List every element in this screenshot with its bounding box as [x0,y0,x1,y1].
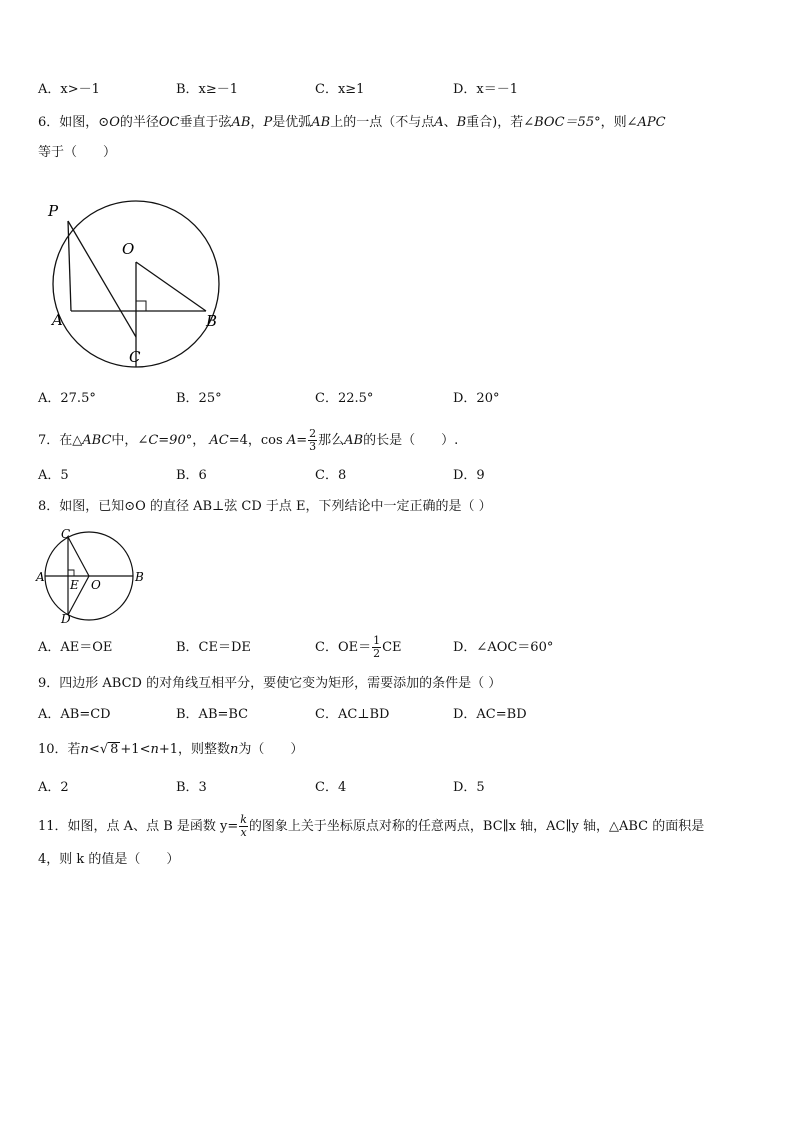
q7-angle-c: ∠C=90° [137,433,193,448]
q6-chord-ab: AB [231,115,251,130]
q6-right-angle-mark [136,301,146,311]
q6-label-a: A [52,311,63,329]
q9-option-c: C．AC⊥BD [315,707,390,722]
q11-text: 的图象上关于坐标原点对称的任意两点，BC∥x 轴，AC∥y 轴，△ABC 的面积是 [248,819,705,834]
q10-var-n: n [230,742,239,757]
q6-label-o: O [122,240,135,258]
q11-fraction-numerator: k [240,813,247,826]
q11-stem-line2: 4，则 k 的值是（ ） [38,852,180,867]
q6-point-b: B [456,115,467,130]
q6-angle-boc: ∠BOC＝55° [523,115,601,130]
q10-text: 10．若 [38,742,81,757]
q8-label-b: B [135,570,144,584]
q7-equals: = [296,433,308,448]
q7-text: 那么 [318,433,345,448]
q10-var-n: n [80,742,89,757]
q6-angle-apc: ∠APC [626,115,666,130]
q6-option-b: B．25° [176,391,222,406]
q10-less-than: < [88,742,100,757]
q7-cos: cos [260,433,283,448]
q8-option-c-denominator: 2 [373,647,381,660]
q6-text: 上的一点（不与点 [330,115,435,130]
q10-option-c: C．4 [315,780,347,795]
q6-text: 是优弧 [272,115,312,130]
q8-option-c-fraction [372,635,381,660]
q6-option-a: A．27.5° [38,391,96,406]
q11-fraction-denominator: x [240,826,247,839]
q6-stem-line2: 等于（ ） [38,145,117,160]
q7-option-b: B．6 [176,468,207,483]
q6-text: 的半径 [119,115,159,130]
q6-circle-figure [40,190,230,370]
q6-arc-ab: AB [311,115,331,130]
q10-radicand: 8 [110,742,119,757]
q7-fraction-numerator: 2 [309,427,317,440]
q6-text: 垂直于弦 [179,115,232,130]
q6-text: 6．如图， [38,115,99,130]
q8-option-d: D．∠AOC＝60° [453,640,554,655]
q6-label-p: P [48,202,59,220]
q6-text: ，则 [600,115,627,130]
q10-sqrt: √ 8 [99,742,119,757]
q7-side-ac: AC [209,433,229,448]
q6-point-a: A [434,115,444,130]
q5-option-a: A．x>－1 [38,82,100,97]
q5-option-d: D．x＝－1 [453,82,519,97]
q8-stem: 8．如图，已知⊙O 的直径 AB⊥弦 CD 于点 E，下列结论中一定正确的是（ ） [38,499,492,514]
q7-fraction [308,428,317,453]
q8-label-a: A [36,570,45,584]
q6-stem-line1 [38,113,666,133]
q5-option-b: B．x≥－1 [176,82,239,97]
q10-text: +1，则整数 [158,742,231,757]
q11-fraction [239,814,248,839]
q8-label-c: C [61,527,71,541]
q6-option-d: D．20° [453,391,500,406]
q6-option-c: C．22.5° [315,391,374,406]
q8-option-c-numerator: 1 [373,634,381,647]
q8-label-d: D [61,612,71,626]
q7-option-c: C．8 [315,468,347,483]
q6-segment-oc: OC [158,115,180,130]
q7-triangle: △ABC [72,433,112,448]
q11-text: 11．如图，点 A、点 B 是函数 y= [38,819,239,834]
q8-label-e: E [70,578,79,592]
q10-option-a: A．2 [38,780,69,795]
q6-text: 重合)，若 [466,115,524,130]
q6-segment-pc [68,221,136,337]
q8-option-a: A．AE＝OE [38,640,113,655]
q6-label-b: B [206,312,218,330]
q7-text: ， [192,433,206,448]
q9-stem: 9．四边形 ABCD 的对角线互相平分，要使它变为矩形，需要添加的条件是（ ） [38,676,502,691]
q7-angle-a: A [286,433,297,448]
q6-text: ， [250,115,264,130]
q7-option-a: A．5 [38,468,69,483]
circle-symbol: ⊙ [98,115,110,130]
q7-text: 7．在 [38,433,73,448]
q7-text: =4， [228,433,261,448]
q6-point-p: P [263,115,273,130]
q7-stem [38,428,458,454]
q11-stem-line1 [38,812,704,842]
q7-text: 的长是（ ）. [363,433,459,448]
q8-right-angle-mark [68,570,74,576]
q8-option-b: B．CE＝DE [176,640,251,655]
q8-label-o: O [91,578,101,592]
q8-option-c-tail: CE [382,640,402,655]
q9-option-b: B．AB=BC [176,707,249,722]
q10-option-b: B．3 [176,780,207,795]
q10-stem [38,740,303,760]
q10-text: 为（ ） [238,742,304,757]
q5-option-c: C．x≥1 [315,82,365,97]
q6-label-c: C [129,348,141,366]
q7-fraction-denominator: 3 [309,440,317,453]
q10-text: +1< [120,742,151,757]
q10-option-d: D．5 [453,780,485,795]
q7-option-d: D．9 [453,468,485,483]
q7-text: 中， [111,433,138,448]
q8-option-c-text: C．OE＝ [315,640,372,655]
q8-circle-figure [34,527,150,627]
q9-option-a: A．AB=CD [38,707,111,722]
q6-text: 、 [443,115,457,130]
q9-option-d: D．AC=BD [453,707,527,722]
q7-side-ab: AB [344,433,364,448]
q8-option-c [315,632,402,664]
q6-point-o: O [109,115,120,130]
q10-var-n: n [150,742,159,757]
